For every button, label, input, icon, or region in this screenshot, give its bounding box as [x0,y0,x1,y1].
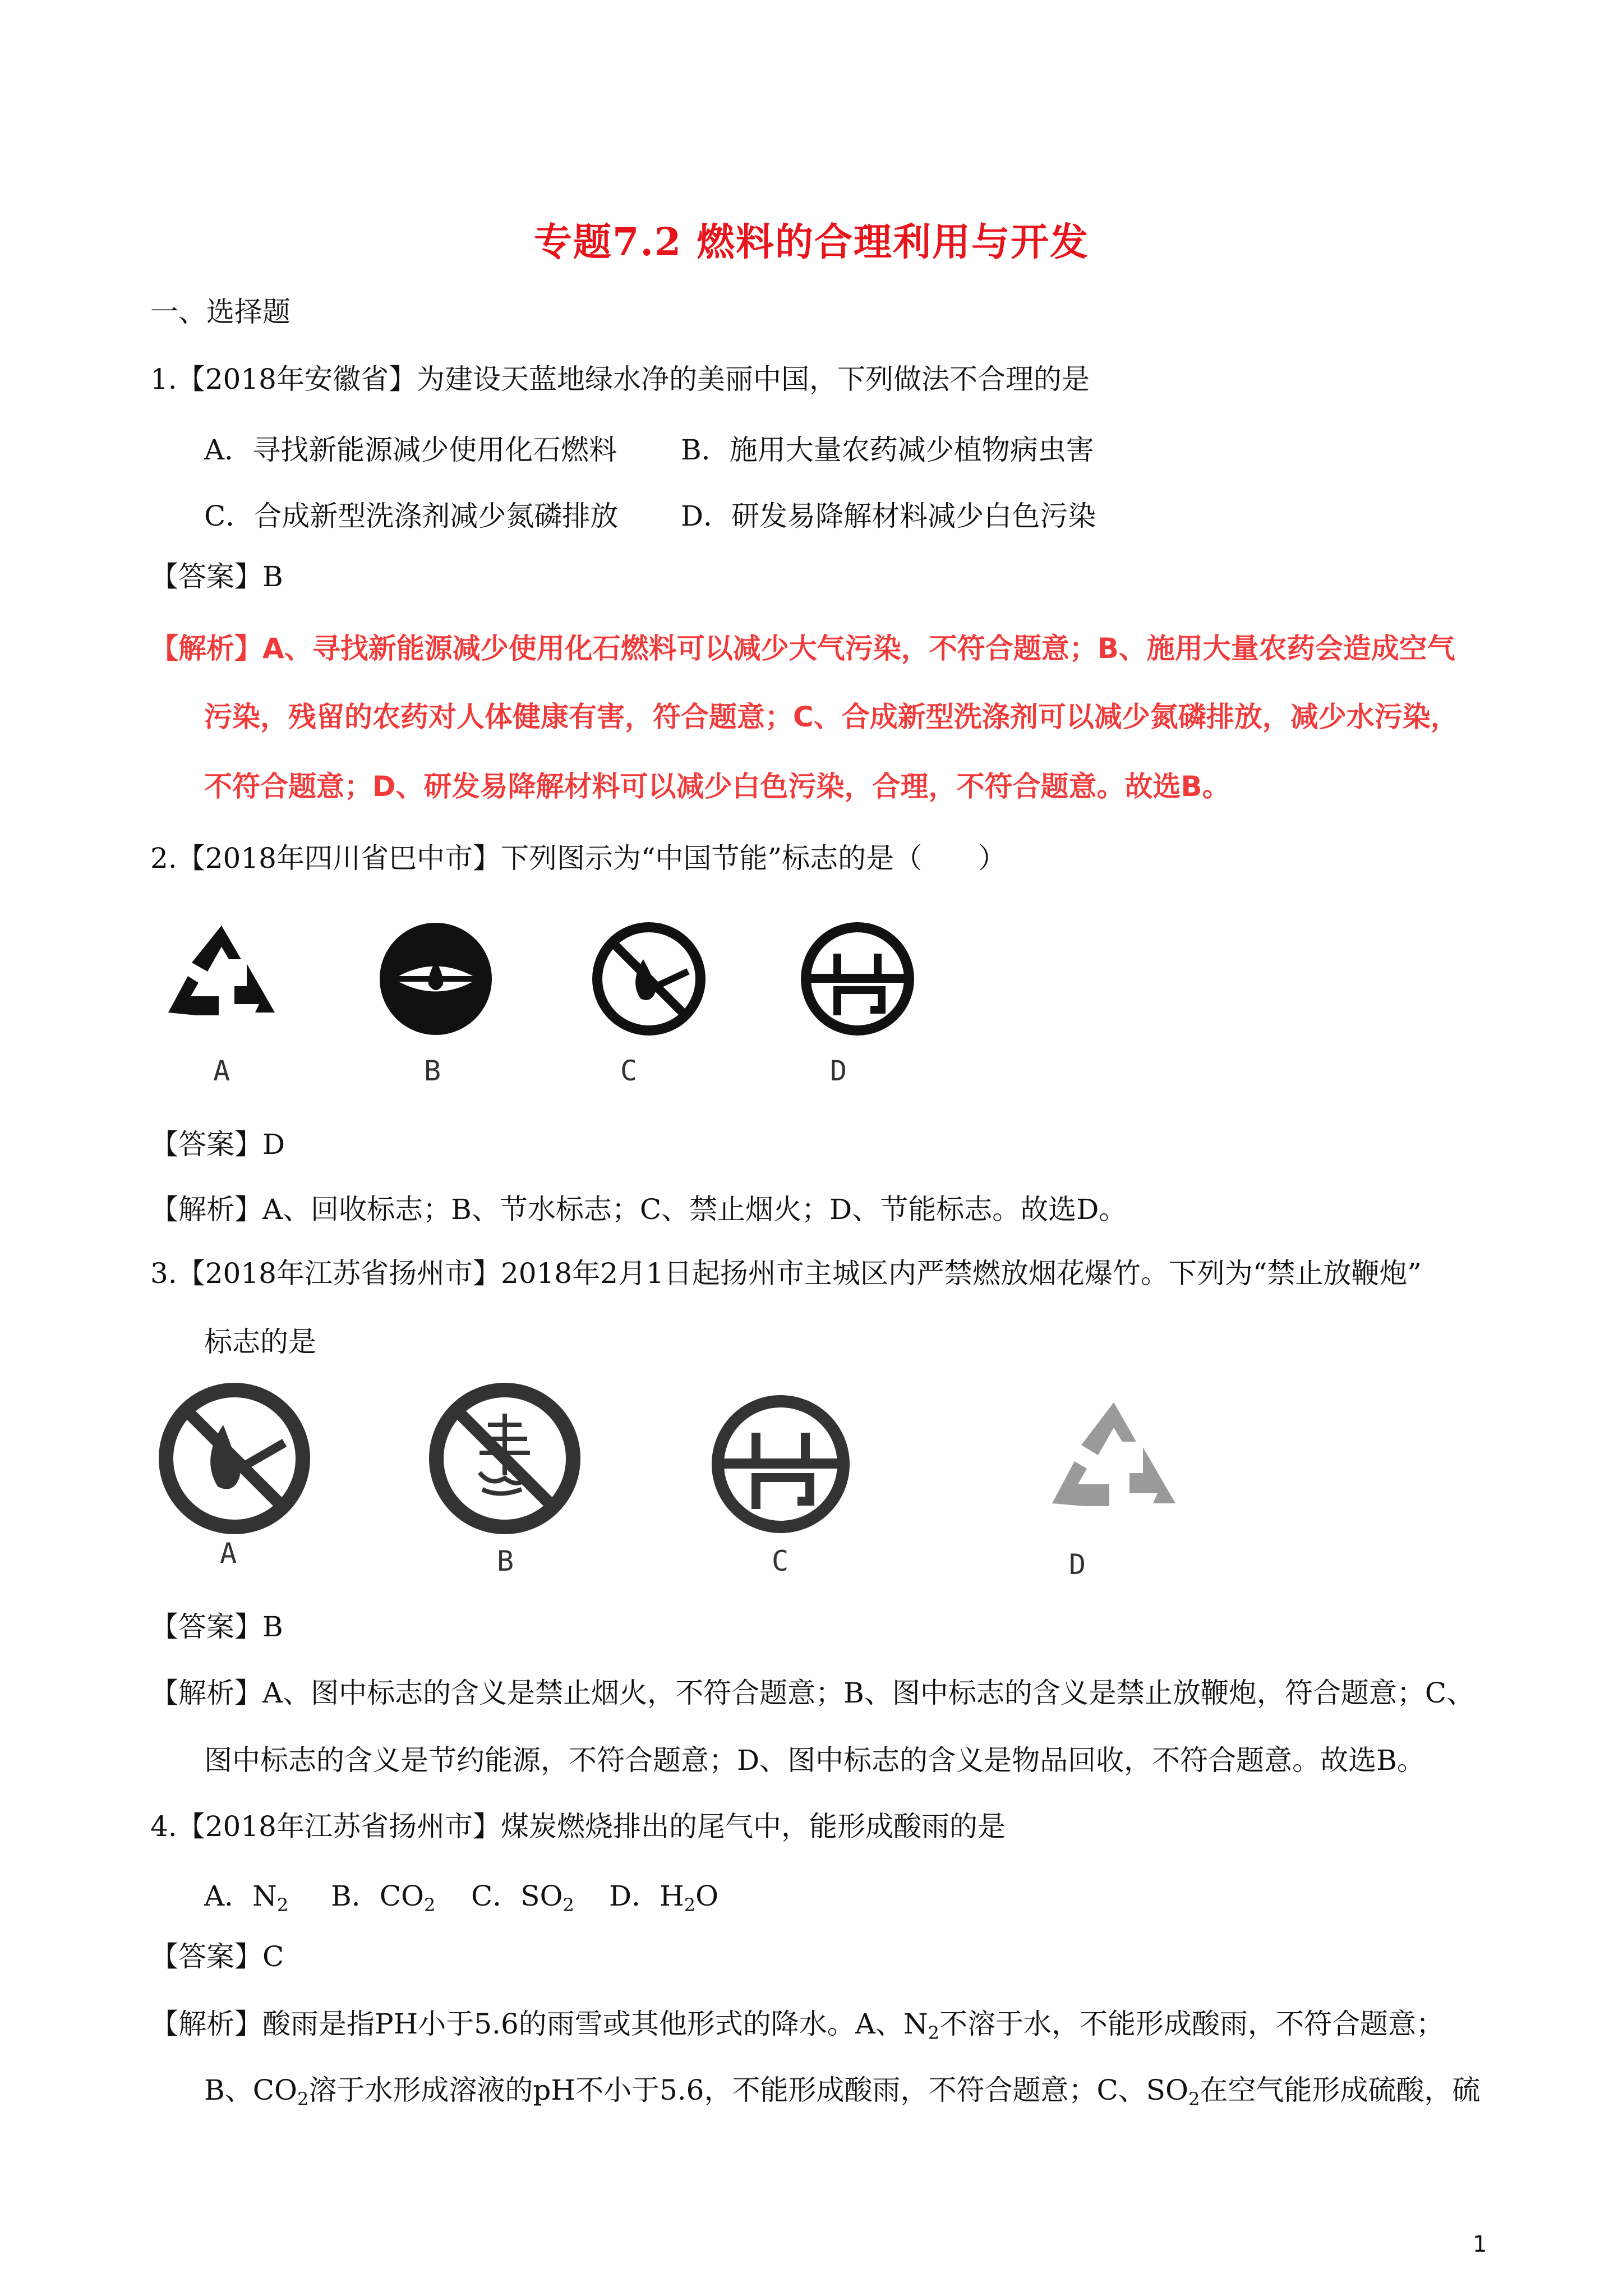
q4-option-c: C．$SO_2$ [471,1880,574,1916]
q3-label-b: B [497,1545,514,1577]
q3-analysis-line1: 【解析】A、图中标志的含义是禁止烟火，不符合题意；B、图中标志的含义是禁止放鞭炮，符合题意；C、 [150,1677,1475,1709]
q1-option-d: D．研发易降解材料减少白色污染 [681,500,1096,532]
recycle-icon [163,920,280,1038]
page-number: 1 [1473,2231,1487,2257]
q2-label-b: B [424,1055,441,1087]
q4-analysis-line2: B、$CO_2$溶于水形成溶液的pH不小于5.6，不能形成酸雨，不符合题意；C、$SO_2$在空气能形成硫酸，硫 [204,2074,1481,2110]
q4-analysis-line1: 【解析】酸雨是指PH小于5.6的雨雪或其他形式的降水。A、$N_2$不溶于水，不能形成酸雨，不符合题意； [150,2008,1444,2044]
q2-label-a: A [213,1055,230,1087]
q1-analysis-line2: 污染，残留的农药对人体健康有害，符合题意；C、合成新型洗涤剂可以减少氮磷排放，减少水污染， [204,701,1459,733]
q4-option-a: A．$N_2$ [204,1880,289,1916]
no-firecrackers-icon [426,1380,583,1537]
q1-stem: 1.【2018年安徽省】为建设天蓝地绿水净的美丽中国，下列做法不合理的是 [150,363,1090,395]
page-title: 专题7.2 燃料的合理利用与开发 [534,220,1089,265]
q4-option-d: D．$H_2O$ [609,1880,719,1916]
no-fire-icon [590,920,708,1038]
q1-option-b: B．施用大量农药减少植物病虫害 [681,434,1094,466]
no-fire-icon [156,1380,313,1537]
q1-analysis-line1: 【解析】A、寻找新能源减少使用化石燃料可以减少大气污染，不符合题意；B、施用大量农药会造成空气 [150,632,1455,665]
q3-label-a: A [220,1537,237,1570]
q2-label-c: C [620,1055,638,1087]
q1-analysis-line3: 不符合题意；D、研发易降解材料可以减少白色污染，合理，不符合题意。故选B。 [204,770,1230,803]
q3-label-c: C [772,1545,789,1577]
q1-option-a: A．寻找新能源减少使用化石燃料 [204,434,617,466]
q3-stem-line1: 3.【2018年江苏省扬州市】2018年2月1日起扬州市主城区内严禁燃放烟花爆竹。下列为“禁止放鞭炮” [150,1257,1422,1290]
q3-answer: 【答案】B [150,1611,283,1643]
q1-answer: 【答案】B [150,560,283,593]
recycle-icon [1046,1397,1181,1531]
q2-label-d: D [830,1055,847,1087]
q2-analysis: 【解析】A、回收标志；B、节水标志；C、禁止烟火；D、节能标志。故选D。 [150,1193,1127,1226]
section-heading: 一、选择题 [150,296,291,328]
q1-option-c: C．合成新型洗涤剂减少氮磷排放 [204,500,619,532]
q4-answer: 【答案】C [150,1940,284,1973]
q2-answer: 【答案】D [150,1128,285,1161]
q3-stem-line2: 标志的是 [204,1326,316,1358]
q3-label-d: D [1069,1548,1086,1581]
energy-saving-icon [799,920,916,1038]
q3-analysis-line2: 图中标志的含义是节约能源，不符合题意；D、图中标志的含义是物品回收，不符合题意。故选B。 [204,1744,1425,1777]
q4-option-b: B．$CO_2$ [331,1880,436,1916]
q2-stem: 2.【2018年四川省巴中市】下列图示为“中国节能”标志的是（ ） [150,842,1007,875]
q4-stem: 4.【2018年江苏省扬州市】煤炭燃烧排出的尾气中，能形成酸雨的是 [150,1810,1006,1843]
water-saving-icon [377,920,495,1038]
energy-saving-icon [708,1391,854,1537]
